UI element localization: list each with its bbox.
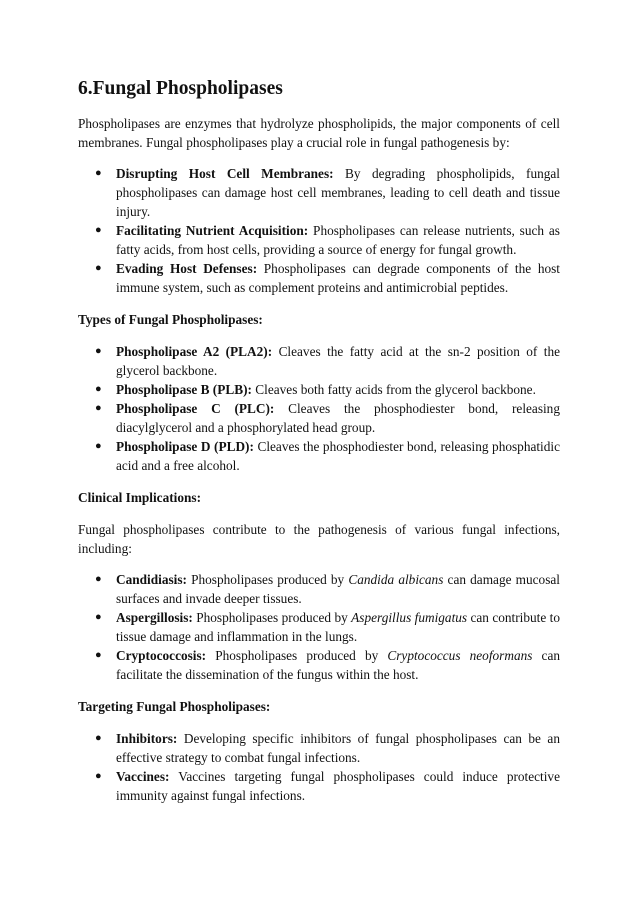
bullet-icon: ● — [95, 649, 102, 662]
organism-name: Candida albicans — [348, 572, 444, 588]
bullet-icon: ● — [95, 732, 102, 745]
list-item — [78, 221, 560, 259]
item-text: can facilitate the dissemination of the fungus within the host. — [116, 648, 560, 683]
section-heading-types: Types of Fungal Phospholipases: — [78, 312, 263, 328]
clinical-intro-paragraph: Fungal phospholipases contribute to the pathogenesis of various fungal infections, including: — [78, 522, 560, 557]
clinical-list — [78, 570, 560, 684]
section-heading-targeting: Targeting Fungal Phospholipases: — [78, 699, 271, 715]
item-text: Phospholipases produced by — [186, 572, 349, 588]
item-term: Vaccines: — [116, 769, 170, 785]
item-text: Phospholipases can degrade components of the host immune system, such as complement proteins and antimicrobial peptides. — [116, 261, 561, 296]
bullet-icon: ● — [95, 573, 102, 586]
bullet-icon: ● — [95, 770, 102, 783]
list-item — [78, 646, 560, 684]
list-item — [78, 570, 560, 608]
types-list — [78, 342, 560, 475]
bullet-icon: ● — [95, 611, 102, 624]
list-item — [78, 767, 560, 805]
item-text: Phospholipases produced by — [206, 648, 388, 664]
list-item — [78, 342, 560, 380]
item-term: Phospholipase B (PLB): — [116, 382, 252, 398]
bullet-icon: ● — [95, 383, 102, 396]
item-text: By degrading phospholipids, fungal phospholipases can damage host cell membranes, leading to cell death and tissue injury. — [116, 166, 560, 220]
item-term: Evading Host Defenses: — [116, 261, 258, 277]
intro-paragraph: Phospholipases are enzymes that hydrolyze phospholipids, the major components of cell membranes. Fungal phospholipases play a crucial role in fungal pathogenesis by: — [78, 116, 560, 151]
list-item — [78, 380, 560, 399]
list-item — [78, 729, 560, 767]
organism-name: Aspergillus fumigatus — [351, 610, 468, 626]
item-text: can damage mucosal surfaces and invade deeper tissues. — [116, 572, 560, 607]
item-term: Disrupting Host Cell Membranes: — [116, 166, 334, 182]
item-term: Phospholipase D (PLD): — [116, 439, 254, 455]
item-text: Phospholipases produced by — [192, 610, 352, 626]
item-text: Developing specific inhibitors of fungal phospholipases can be an effective strategy to combat fungal infections. — [116, 731, 560, 766]
list-item — [78, 399, 560, 437]
roles-list — [78, 164, 560, 297]
bullet-icon: ● — [95, 224, 102, 237]
item-text: Vaccines targeting fungal phospholipases could induce protective immunity against fungal infections. — [116, 769, 560, 804]
item-text: Phospholipases can release nutrients, such as fatty acids, from host cells, providing a source of energy for fungal growth. — [116, 223, 560, 258]
organism-name: Cryptococcus neoformans — [387, 648, 533, 664]
section-heading-clinical: Clinical Implications: — [78, 490, 202, 506]
item-text: Cleaves the phosphodiester bond, releasing phosphatidic acid and a free alcohol. — [116, 439, 561, 474]
item-term: Aspergillosis: — [116, 610, 193, 626]
page-title: 6.Fungal Phospholipases — [78, 78, 283, 99]
list-item — [78, 437, 560, 475]
item-term: Phospholipase A2 (PLA2): — [116, 344, 273, 360]
bullet-icon: ● — [95, 167, 102, 180]
item-term: Candidiasis: — [116, 572, 187, 588]
bullet-icon: ● — [95, 262, 102, 275]
item-text: Cleaves both fatty acids from the glycerol backbone. — [251, 382, 536, 398]
bullet-icon: ● — [95, 402, 102, 415]
item-term: Cryptococcosis: — [116, 648, 207, 664]
item-text: can contribute to tissue damage and inflammation in the lungs. — [116, 610, 560, 645]
list-item — [78, 259, 560, 297]
item-term: Phospholipase C (PLC): — [116, 401, 275, 417]
targeting-list — [78, 729, 560, 805]
item-text: Cleaves the fatty acid at the sn-2 position of the glycerol backbone. — [116, 344, 560, 379]
item-term: Facilitating Nutrient Acquisition: — [116, 223, 309, 239]
item-text: Cleaves the phosphodiester bond, releasing diacylglycerol and a phosphorylated head group. — [116, 401, 560, 436]
item-term: Inhibitors: — [116, 731, 178, 747]
bullet-icon: ● — [95, 345, 102, 358]
list-item — [78, 608, 560, 646]
list-item — [78, 164, 560, 221]
bullet-icon: ● — [95, 440, 102, 453]
